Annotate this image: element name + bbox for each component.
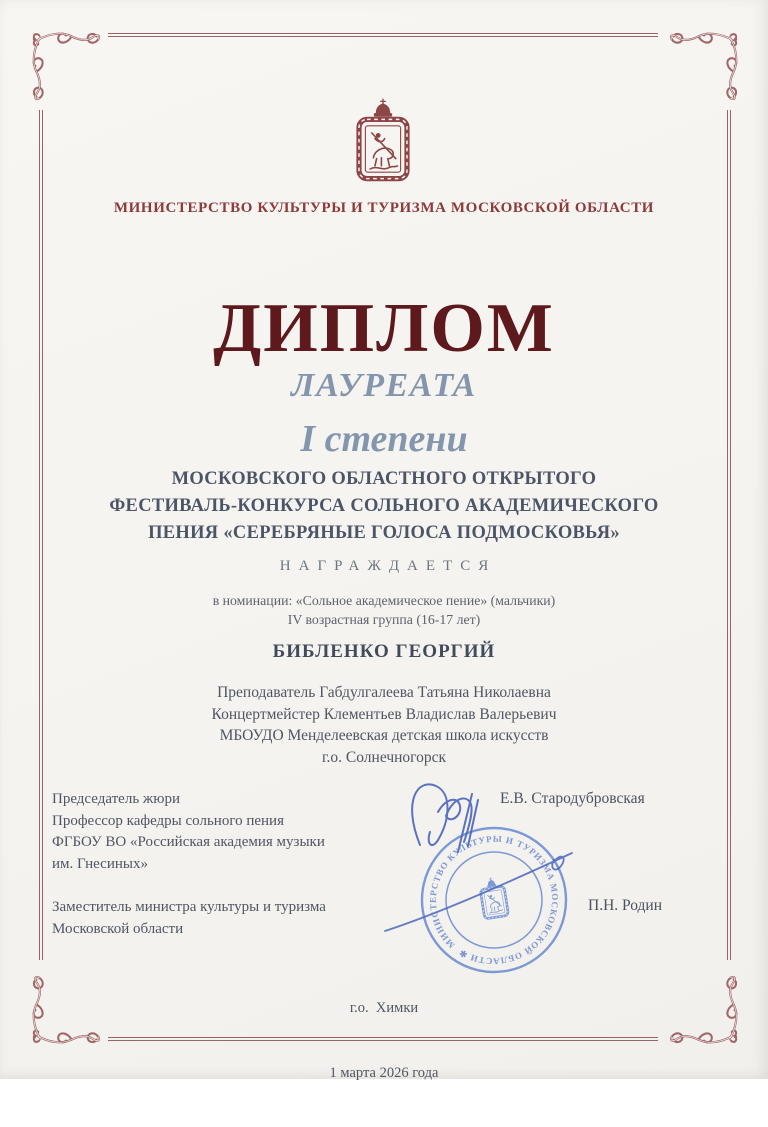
- jury-chair-name: Е.В. Стародубровская: [500, 790, 645, 807]
- diploma-title: ДИПЛОМ: [213, 290, 555, 367]
- role-line: Председатель жюри: [52, 791, 181, 807]
- teacher-line: Преподаватель Габдулгалеева Татьяна Николаевна: [217, 684, 551, 701]
- date-line: 1 марта 2026 года: [329, 1064, 439, 1081]
- stamp-ring-text: МИНИСТЕРСТВО КУЛЬТУРЫ И ТУРИЗМА МОСКОВСКОЙ ОБЛАСТИ ✱: [427, 833, 561, 967]
- place-line: г.о. Химки: [349, 1000, 419, 1016]
- festival-line: ПЕНИЯ «СЕРЕБРЯНЫЕ ГОЛОСА ПОДМОСКОВЬЯ»: [148, 523, 620, 543]
- ministry-header: МИНИСТЕРСТВО КУЛЬТУРЫ И ТУРИЗМА МОСКОВСКОЙ ОБЛАСТИ: [113, 200, 655, 216]
- recipient-name: БИБЛЕНКО ГЕОРГИЙ: [272, 641, 496, 662]
- nomination-line: в номинации: «Сольное академическое пение» (мальчики): [212, 593, 556, 608]
- jury-chair-role: [52, 789, 325, 875]
- nomination-line: IV возрастная группа (16-17 лет): [287, 612, 481, 627]
- city-line: г.о. Солнечногорск: [321, 749, 447, 767]
- festival-line: МОСКОВСКОГО ОБЛАСТНОГО ОТКРЫТОГО: [171, 469, 597, 489]
- role-line: Заместитель министра культуры и туризма: [52, 899, 326, 915]
- deputy-minister-role: [52, 896, 326, 940]
- nomination-block: [0, 591, 768, 629]
- festival-line: ФЕСТИВАЛЬ-КОНКУРСА СОЛЬНОГО АКАДЕМИЧЕСКОГО: [109, 496, 659, 516]
- awarded-label: НАГРАЖДАЕТСЯ: [279, 558, 497, 574]
- moscow-oblast-coat-of-arms-icon: [339, 97, 427, 185]
- corner-flourish-icon: [666, 24, 746, 104]
- festival-name: [0, 466, 768, 547]
- svg-text:МИНИСТЕРСТВО КУЛЬТУРЫ И ТУРИЗМ: [418, 824, 570, 975]
- role-line: ФГБОУ ВО «Российская академия музыки: [52, 834, 325, 851]
- role-line: им. Гнесиных»: [52, 855, 148, 872]
- concertmaster-line: Концертмейстер Клементьев Владислав Валерьевич: [211, 705, 557, 723]
- laureate-subtitle: ЛАУРЕАТА: [291, 367, 477, 404]
- jury-chair-signature: [412, 784, 478, 852]
- role-line: Профессор кафедры сольного пения: [52, 812, 284, 829]
- degree-subtitle: I степени: [300, 418, 468, 460]
- place-and-date: [0, 955, 768, 1127]
- school-line: МБОУДО Менделеевская детская школа искусств: [219, 727, 549, 745]
- deputy-minister-name: П.Н. Родин: [588, 897, 663, 914]
- role-line: Московской области: [52, 921, 184, 937]
- corner-flourish-icon: [24, 24, 104, 104]
- deputy-minister-signature: [385, 853, 572, 931]
- frame-border-top: [108, 33, 658, 37]
- credits-block: [0, 682, 768, 769]
